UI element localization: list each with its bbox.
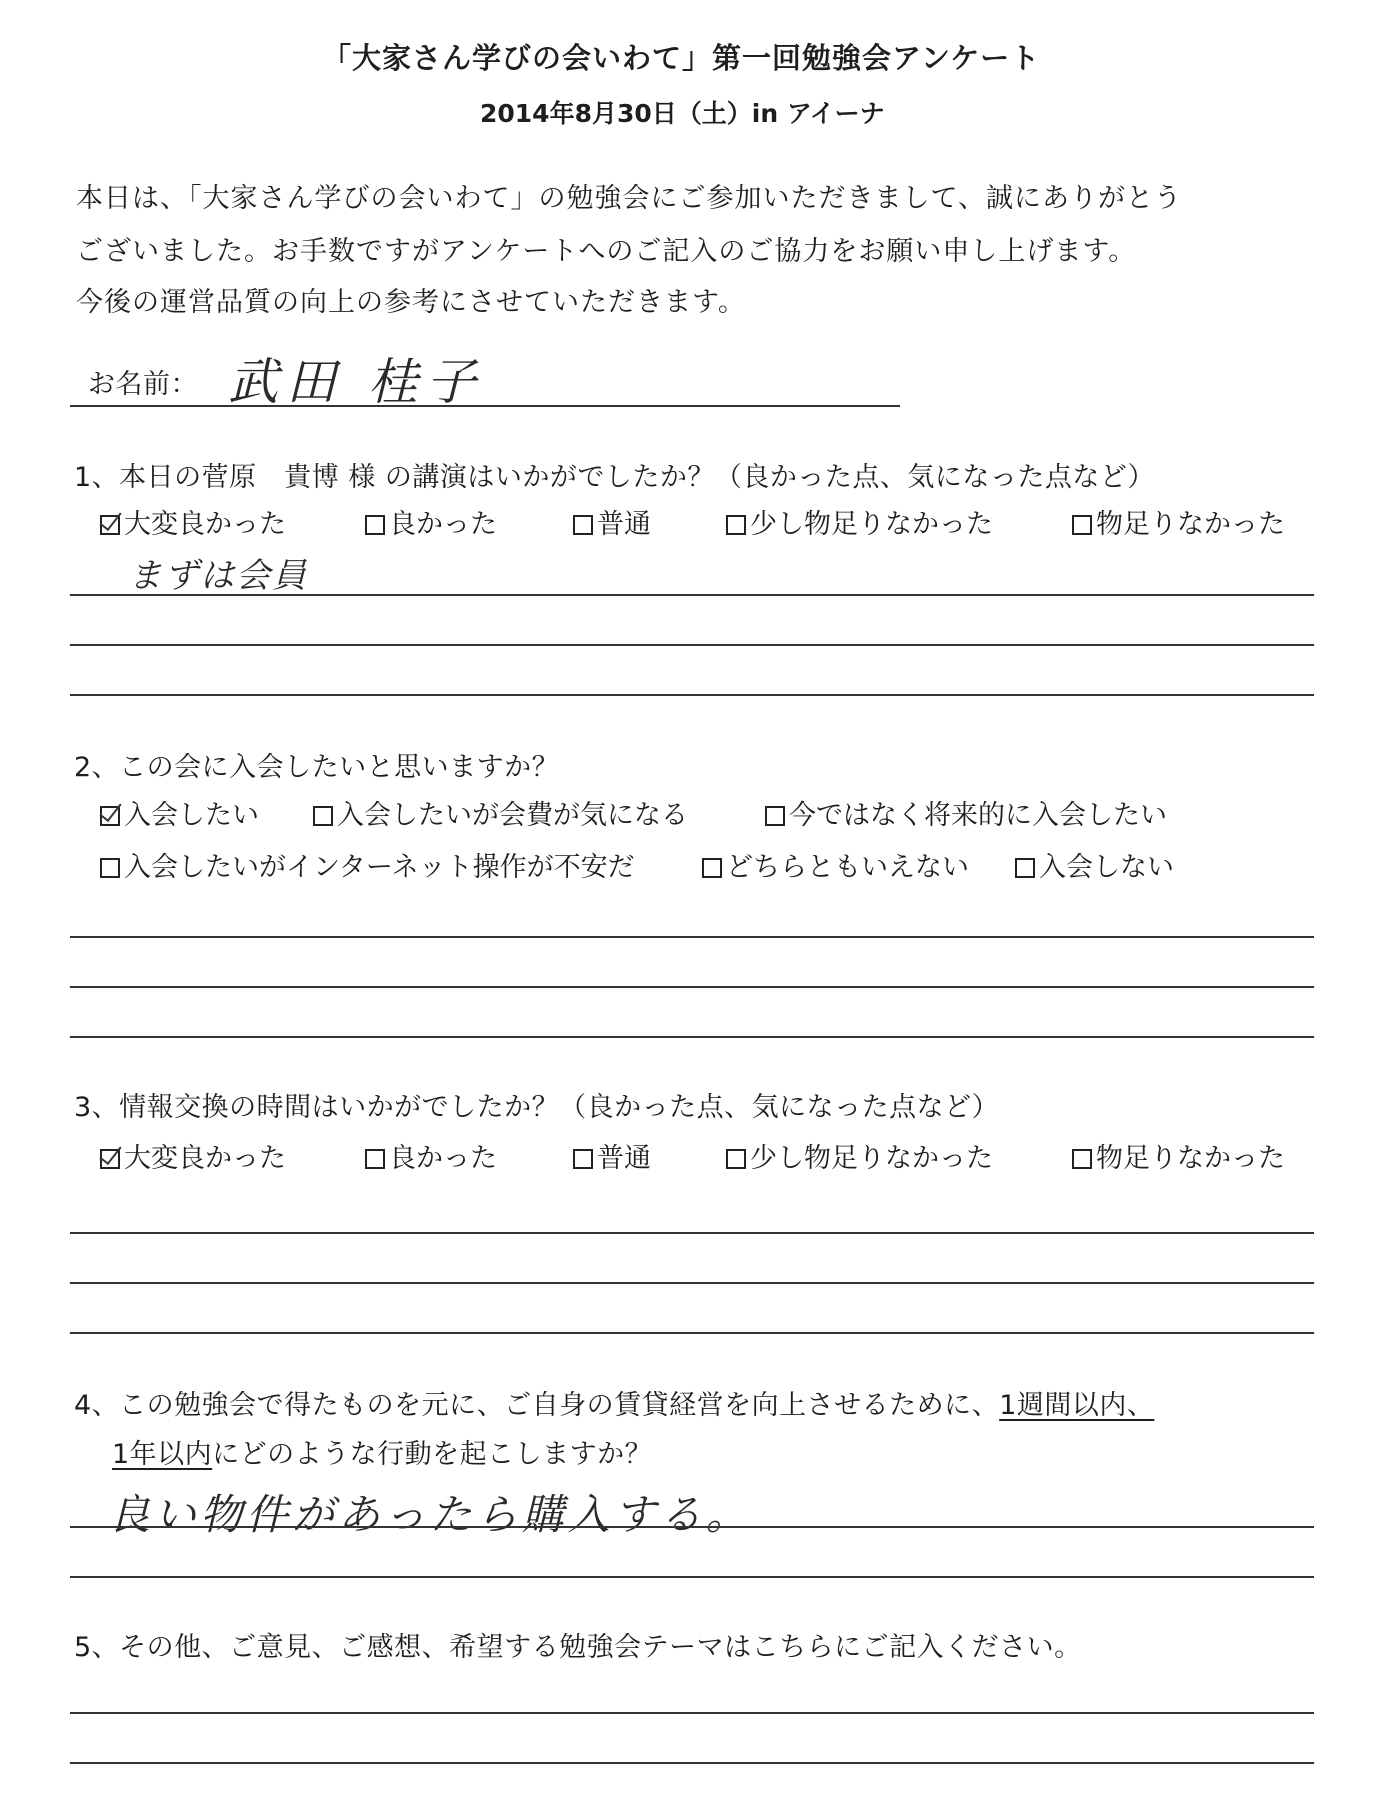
intro-line-1: 本日は、「大家さん学びの会いわて」の勉強会にご参加いただきまして、誠にありがとう [76,183,1182,214]
q1-answer-line-2 [70,644,1314,646]
q1-checkbox-2[interactable] [365,515,385,535]
q1-checkbox-4[interactable] [726,515,746,535]
q2-answer-line-3 [70,1036,1314,1038]
q1-checkbox-1[interactable] [100,515,120,535]
q1-option-4[interactable]: 少し物足りなかった [726,502,993,541]
q3-checkbox-2[interactable] [365,1149,385,1169]
q2-option-1[interactable]: 入会したい [100,793,259,832]
q2-checkbox-2[interactable] [313,806,333,826]
q1-option-1[interactable]: 大変良かった [100,502,286,541]
q3-option-3[interactable]: 普通 [573,1136,651,1175]
q3-answer-line-1 [70,1232,1314,1234]
q1-answer[interactable]: まずは会員 [128,556,308,596]
q2-option-6[interactable]: 入会しない [1015,845,1174,884]
survey-date: 2014年8月30日（土）in アイーナ [480,99,885,128]
q3-checkbox-4[interactable] [726,1149,746,1169]
q5-answer-line-1 [70,1712,1314,1714]
q2-answer-line-2 [70,986,1314,988]
q1-option-2[interactable]: 良かった [365,502,497,541]
q2-option-4[interactable]: 入会したいがインターネット操作が不安だ [100,845,635,884]
q1-option-3[interactable]: 普通 [573,502,651,541]
q1-answer-line-3 [70,694,1314,696]
survey-title: 「大家さん学びの会いわて」第一回勉強会アンケート [322,41,1041,75]
q3-checkbox-1[interactable] [100,1149,120,1169]
q3-question: 3、情報交換の時間はいかがでしたか？（良かった点、気になった点など） [74,1092,1000,1123]
q2-checkbox-5[interactable] [702,858,722,878]
q4-question-line-1: 4、この勉強会で得たものを元に、ご自身の賃貸経営を向上させるために、1週間以内、 [74,1390,1155,1421]
q2-option-2[interactable]: 入会したいが会費が気になる [313,793,688,832]
q4-question-line-2: 1年以内にどのような行動を起こしますか？ [112,1439,653,1470]
name-underline [70,405,900,407]
q2-answer-line-1 [70,936,1314,938]
q2-checkbox-3[interactable] [765,806,785,826]
q2-checkbox-6[interactable] [1015,858,1035,878]
q4-answer[interactable]: 良い物件があったら購入する。 [108,1490,752,1539]
q3-option-4[interactable]: 少し物足りなかった [726,1136,993,1175]
q3-option-1[interactable]: 大変良かった [100,1136,286,1175]
q3-checkbox-5[interactable] [1072,1149,1092,1169]
q2-question: 2、この会に入会したいと思いますか？ [74,752,560,783]
name-value[interactable]: 武田 桂子 [228,353,484,411]
q2-option-3[interactable]: 今ではなく将来的に入会したい [765,793,1167,832]
q5-question: 5、その他、ご意見、ご感想、希望する勉強会テーマはこちらにご記入ください。 [74,1632,1082,1663]
name-label: お名前： [88,369,198,400]
q4-answer-line-1 [70,1526,1314,1528]
q3-option-2[interactable]: 良かった [365,1136,497,1175]
q1-option-5[interactable]: 物足りなかった [1072,502,1285,541]
q1-answer-line-1 [70,594,1314,596]
q1-checkbox-5[interactable] [1072,515,1092,535]
q4-answer-line-2 [70,1576,1314,1578]
q5-answer-line-2 [70,1762,1314,1764]
intro-line-2: ございました。お手数ですがアンケートへのご記入のご協力をお願い申し上げます。 [76,236,1137,267]
q3-checkbox-3[interactable] [573,1149,593,1169]
q1-checkbox-3[interactable] [573,515,593,535]
intro-line-3: 今後の運営品質の向上の参考にさせていただきます。 [76,287,746,318]
q1-question: 1、本日の菅原 貴博 様 の講演はいかがでしたか？（良かった点、気になった点など） [74,462,1155,493]
q2-option-5[interactable]: どちらともいえない [702,845,969,884]
q3-answer-line-3 [70,1332,1314,1334]
q2-checkbox-1[interactable] [100,806,120,826]
q3-option-5[interactable]: 物足りなかった [1072,1136,1285,1175]
q3-answer-line-2 [70,1282,1314,1284]
q2-checkbox-4[interactable] [100,858,120,878]
